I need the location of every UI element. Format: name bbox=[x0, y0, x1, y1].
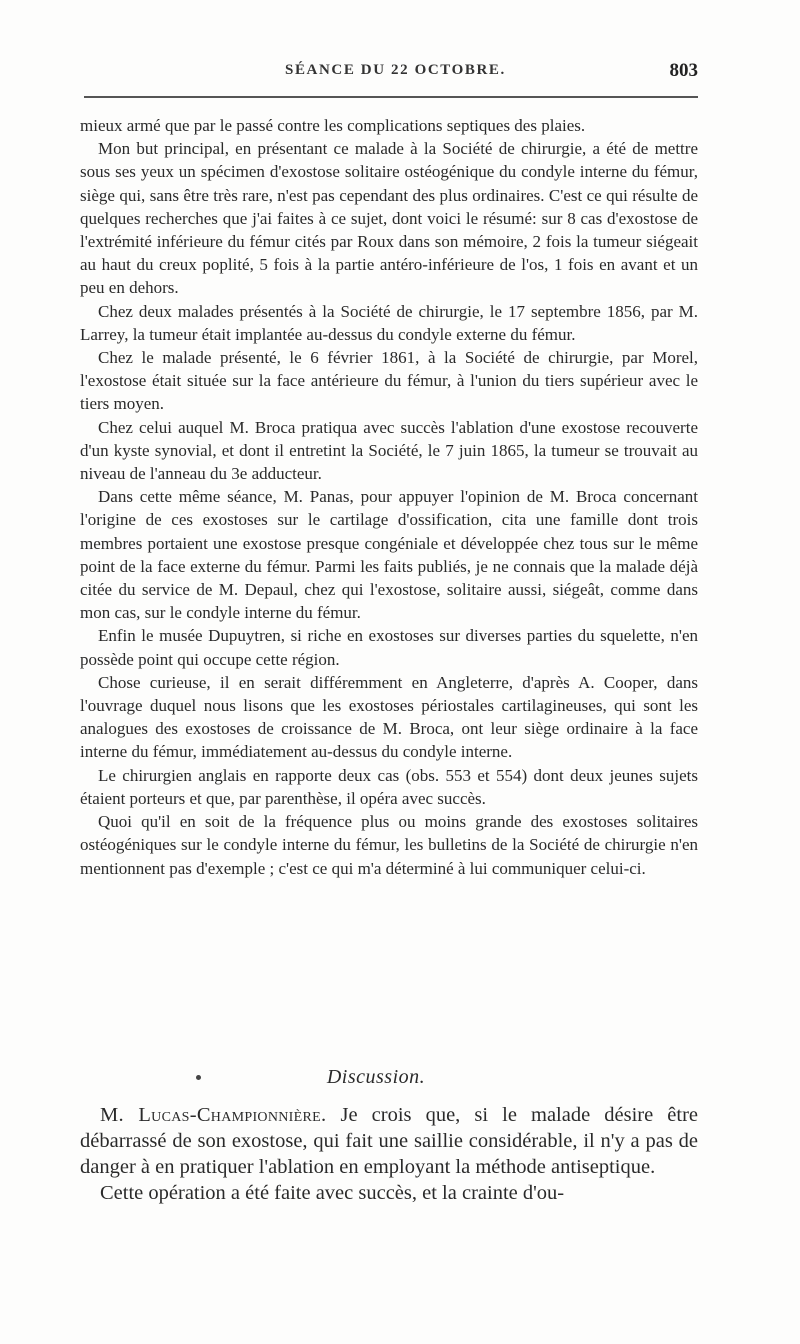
running-header bbox=[80, 62, 698, 84]
header-rule bbox=[84, 96, 698, 98]
paragraph-continuation: mieux armé que par le passé contre les complications septiques des plaies. bbox=[80, 116, 586, 135]
paragraph: Mon but principal, en présentant ce malade à la Société de chirurgie, a été de mettre sous ses yeux un spécimen d'exostose solitaire ostéogénique du condyle interne du fémur, siège qui, sans être très rare, n'est pas cependant des plus ordinaires. C'est ce qui résulte de quelques recherches que j'ai faites à ce sujet, dont voici le résumé: sur 8 cas d'exostose de l'extrémité inférieure du fémur cités par Roux dans son mémoire, 2 fois la tumeur siégeait au haut du creux poplité, 5 fois à la partie antéro-inférieure de l'os, 1 fois en avant et un peu en dehors. bbox=[80, 139, 698, 298]
discussion-paragraph-text: Je crois que, si le malade désire être débarrassé de son exostose, qui fait une saillie considérable, il n'y a pas de danger à en pratiquer l'ablation en employant la méthode antiseptique. bbox=[80, 1104, 699, 1178]
page-number: 803 bbox=[669, 60, 698, 81]
discussion-paragraph bbox=[80, 1102, 698, 1180]
section-heading bbox=[0, 1066, 800, 1089]
discussion-heading: Discussion. bbox=[326, 1066, 426, 1088]
paragraph: Chez deux malades présentés à la Société de chirurgie, le 17 septembre 1856, par M. Larrey, la tumeur était implantée au-dessus du condyle externe du fémur. bbox=[80, 301, 698, 344]
discussion-paragraph: Cette opération a été faite avec succès, et la crainte d'ou- bbox=[100, 1182, 565, 1204]
body-text bbox=[80, 114, 698, 880]
paragraph: Chose curieuse, il en serait différemment en Angleterre, d'après A. Cooper, dans l'ouvrage duquel nous lisons que les exostoses périostales cartilagineuses, qui sont les analogues des exostoses de croissance de M. Broca, ont leur siège ordinaire à la face interne du fémur, immédiatement au-dessus du condyle interne. bbox=[80, 672, 698, 762]
discussion-text bbox=[80, 1102, 698, 1206]
paragraph: Chez le malade présenté, le 6 février 1861, à la Société de chirurgie, par Morel, l'exostose était située sur la face antérieure du fémur, à l'union du tiers supérieur avec le tiers moyen. bbox=[80, 348, 698, 414]
paragraph: Enfin le musée Dupuytren, si riche en exostoses sur diverses parties du squelette, n'en possède point qui occupe cette région. bbox=[80, 626, 698, 669]
paragraph: Le chirurgien anglais en rapporte deux cas (obs. 553 et 554) dont deux jeunes sujets étaient porteurs et que, par parenthèse, il opéra avec succès. bbox=[80, 765, 698, 808]
running-title: SÉANCE DU 22 OCTOBRE. bbox=[285, 62, 506, 78]
paragraph: Dans cette même séance, M. Panas, pour appuyer l'opinion de M. Broca concernant l'origine de ces exostoses sur le cartilage d'ossification, cita une famille dont trois membres portaient une exostose presque congéniale et développée chez tous sur le même point de la face externe du fémur. Parmi les faits publiés, je ne connais que la malade déjà citée du service de M. Depaul, chez qui l'exostose, solitaire aussi, siégeât, comme dans mon cas, sur le condyle interne du fémur. bbox=[80, 487, 698, 623]
paragraph: Quoi qu'il en soit de la fréquence plus ou moins grande des exostoses solitaires ostéogéniques sur le condyle interne du fémur, les bulletins de la Société de chirurgie n'en mentionnent pas d'exemple ; c'est ce qui m'a déterminé à lui communiquer celui-ci. bbox=[80, 812, 698, 878]
speaker-name: M. Lucas-Championnière. bbox=[100, 1104, 327, 1126]
paragraph: Chez celui auquel M. Broca pratiqua avec succès l'ablation d'une exostose recouverte d'un kyste synovial, et dont il entretint la Société, le 7 juin 1865, la tumeur se trouvait au niveau de l'anneau du 3e adducteur. bbox=[80, 417, 698, 484]
